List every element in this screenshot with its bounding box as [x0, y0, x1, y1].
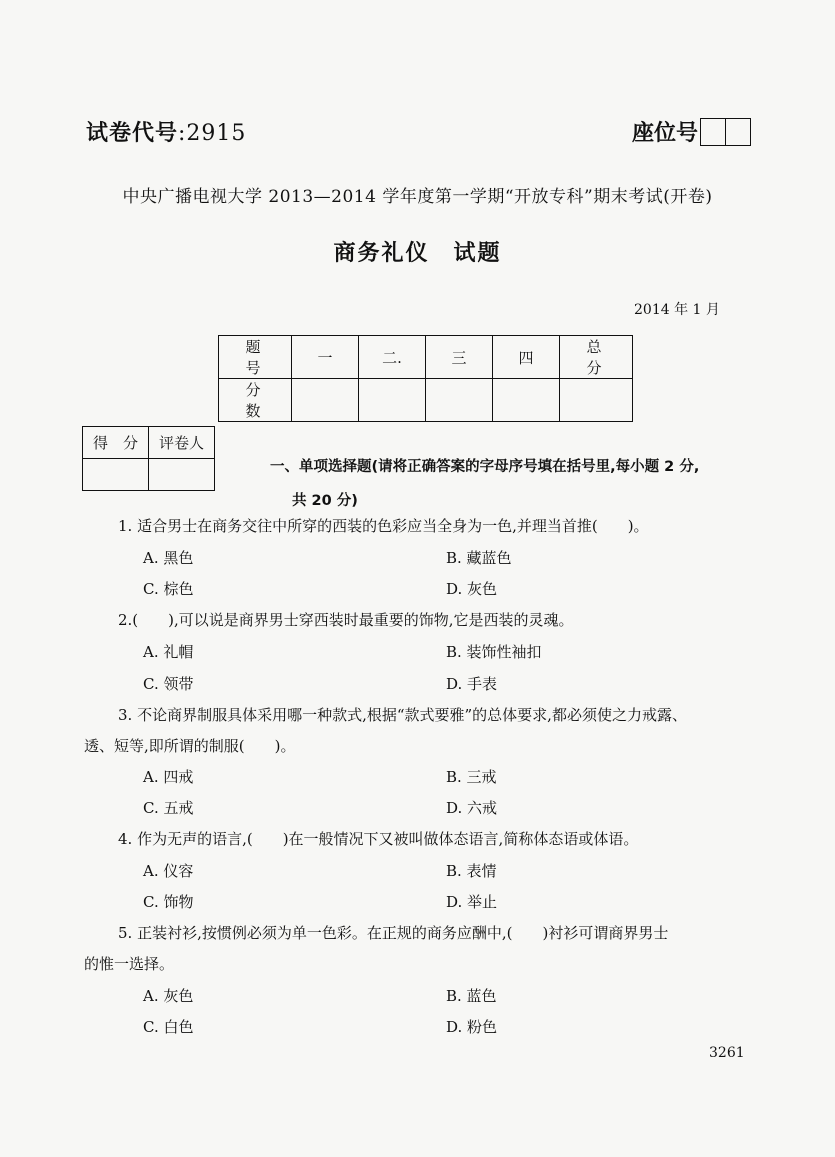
question-4-option-a: A. 仪容	[143, 862, 194, 880]
question-3-option-c: C. 五戒	[143, 799, 194, 817]
score-input-cell	[292, 379, 359, 422]
score-input-cell	[426, 379, 493, 422]
exam-code-value: :2915	[178, 121, 247, 146]
question-5-option-c: C. 白色	[143, 1018, 194, 1036]
question-1-option-c: C. 棕色	[143, 580, 194, 598]
score-table	[218, 335, 637, 422]
question-5-option-b: B. 蓝色	[446, 987, 497, 1005]
question-2-option-a: A. 礼帽	[143, 643, 194, 661]
question-2-text: 2.( ),可以说是商界男士穿西装时最重要的饰物,它是西装的灵魂。	[118, 611, 574, 629]
grader-input-cell	[149, 459, 215, 491]
grader-table	[82, 426, 215, 491]
seat-number-label: 座位号	[632, 121, 699, 146]
exam-date: 2014 年 1 月	[634, 302, 720, 318]
question-4-option-d: D. 举止	[446, 893, 498, 911]
score-table-cell: 四	[493, 336, 560, 379]
exam-title: 中央广播电视大学 2013—2014 学年度第一学期“开放专科”期末考试(开卷)	[122, 187, 713, 207]
question-5-option-d: D. 粉色	[446, 1018, 498, 1036]
question-3-option-a: A. 四戒	[143, 768, 194, 786]
score-input-cell	[359, 379, 426, 422]
question-5-text: 5. 正装衬衫,按惯例必须为单一色彩。在正规的商务应酬中,( )衬衫可谓商界男士	[118, 924, 669, 942]
score-table-cell: 题 号	[219, 336, 292, 379]
exam-code-label: 试卷代号	[86, 121, 179, 146]
grader-table-cell: 评卷人	[149, 427, 215, 459]
seat-number	[632, 116, 751, 147]
score-table-cell: 分 数	[219, 379, 292, 422]
page-number: 3261	[709, 1045, 745, 1061]
score-table-cell: 一	[292, 336, 359, 379]
score-table-cell: 三	[426, 336, 493, 379]
question-3-text-cont: 透、短等,即所谓的制服( )。	[84, 737, 296, 755]
question-4-text: 4. 作为无声的语言,( )在一般情况下又被叫做体态语言,简称体态语或体语。	[118, 830, 639, 848]
question-1-text: 1. 适合男士在商务交往中所穿的西装的色彩应当全身为一色,并理当首推( )。	[118, 517, 649, 535]
question-2-option-d: D. 手表	[446, 675, 498, 693]
question-3-option-d: D. 六戒	[446, 799, 498, 817]
question-3-text: 3. 不论商界制服具体采用哪一种款式,根据“款式要雅”的总体要求,都必须使之力戒露、	[118, 706, 687, 724]
score-table-cell: 二.	[359, 336, 426, 379]
question-1-option-d: D. 灰色	[446, 580, 498, 598]
grader-table-cell: 得 分	[83, 427, 149, 459]
question-2-option-b: B. 装饰性袖扣	[446, 643, 542, 661]
exam-code	[86, 116, 246, 147]
score-table-score-row	[219, 379, 633, 422]
score-input-cell	[560, 379, 633, 422]
grader-input-cell	[83, 459, 149, 491]
question-3-option-b: B. 三戒	[446, 768, 497, 786]
question-1-option-b: B. 藏蓝色	[446, 549, 512, 567]
question-5-option-a: A. 灰色	[143, 987, 194, 1005]
score-table-header-row	[219, 336, 633, 379]
question-2-option-c: C. 领带	[143, 675, 194, 693]
question-1-option-a: A. 黑色	[143, 549, 194, 567]
section-heading	[270, 450, 770, 518]
question-4-option-c: C. 饰物	[143, 893, 194, 911]
section-heading-line: 一、单项选择题(请将正确答案的字母序号填在括号里,每小题 2 分,	[270, 459, 700, 475]
seat-number-boxes	[700, 118, 751, 146]
question-5-text-cont: 的惟一选择。	[84, 955, 175, 973]
subject-title: 商务礼仪 试题	[333, 241, 502, 266]
section-heading-line: 共 20 分)	[292, 493, 358, 509]
score-input-cell	[493, 379, 560, 422]
question-4-option-b: B. 表情	[446, 862, 497, 880]
score-table-cell: 总 分	[560, 336, 633, 379]
